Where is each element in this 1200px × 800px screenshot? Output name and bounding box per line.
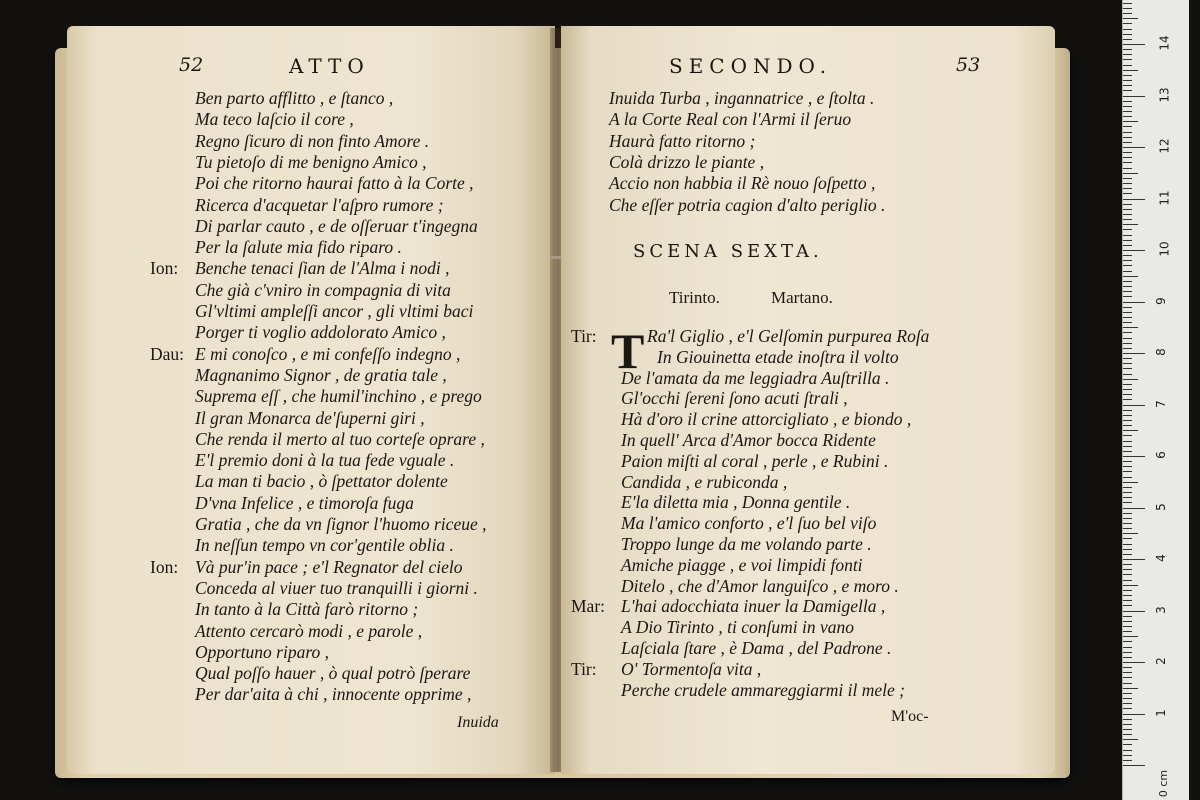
ruler-tick	[1123, 353, 1145, 354]
verse-line: Opportuno riparo ,	[195, 641, 330, 662]
verse-line: Và pur'in pace ; e'l Regnator del cielo	[195, 556, 463, 577]
ruler-tick	[1123, 533, 1138, 534]
ruler-tick	[1123, 688, 1138, 689]
ruler-tick	[1123, 518, 1132, 519]
ruler-tick	[1123, 703, 1132, 704]
ruler-tick	[1123, 580, 1132, 581]
ruler-tick	[1123, 734, 1132, 735]
ruler-tick	[1123, 616, 1132, 617]
ruler-tick	[1123, 492, 1132, 493]
ruler-tick	[1123, 245, 1132, 246]
verse-line: Di parlar cauto , e de oſſeruar t'ingegna	[195, 215, 478, 236]
ruler-tick	[1123, 255, 1132, 256]
ruler-tick	[1123, 137, 1132, 138]
right-running-head: SECONDO.	[669, 54, 833, 78]
ruler-tick	[1123, 600, 1132, 601]
ruler-tick	[1123, 384, 1132, 385]
ruler-tick	[1123, 3, 1132, 4]
ruler-tick	[1123, 569, 1132, 570]
ruler-tick	[1123, 65, 1132, 66]
verse-line: Il gran Monarca de'ſuperni giri ,	[195, 407, 425, 428]
ruler-tick	[1123, 513, 1132, 514]
ruler-tick	[1123, 554, 1132, 555]
ruler-tick	[1123, 621, 1132, 622]
ruler-number: 3	[1153, 605, 1168, 614]
ruler-tick	[1123, 302, 1145, 303]
ruler-tick	[1123, 430, 1138, 431]
ruler-tick	[1123, 714, 1145, 715]
ruler-tick	[1123, 229, 1132, 230]
verse-line: Che eſſer potria cagion d'alto periglio .	[609, 194, 886, 215]
right-page-number: 53	[956, 54, 981, 76]
verse-line: D'vna Infelice , e timoroſa fuga	[195, 492, 414, 513]
verse-line: Ben parto afflitto , e ſtanco ,	[195, 88, 394, 108]
ruler-tick	[1123, 538, 1132, 539]
ruler-tick	[1123, 271, 1132, 272]
ruler-tick	[1123, 739, 1138, 740]
ruler-tick	[1123, 399, 1132, 400]
left-page-number: 52	[179, 54, 204, 76]
ruler-tick	[1123, 235, 1132, 236]
ruler-tick	[1123, 508, 1145, 509]
ruler-tick	[1123, 132, 1132, 133]
ruler-tick	[1123, 405, 1145, 406]
verse-line: La man ti bacio , ò ſpettator dolente	[195, 471, 448, 492]
ruler-tick	[1123, 338, 1132, 339]
ruler-tick	[1123, 451, 1132, 452]
ruler-tick	[1123, 75, 1132, 76]
ruler-tick	[1123, 281, 1132, 282]
ruler-tick	[1123, 564, 1132, 565]
ruler-tick	[1123, 147, 1145, 148]
ruler-tick	[1123, 204, 1132, 205]
ruler-number: 1	[1153, 708, 1168, 717]
verse-line: Ricerca d'acquetar l'aſpro rumore ;	[195, 194, 444, 215]
verse-line: Amiche piagge , e voi limpidi fonti	[621, 554, 863, 575]
verse-line: In Giouinetta etade inoſtra il volto	[657, 346, 899, 367]
left-running-head: ATTO	[289, 54, 370, 78]
verse-line: Colà drizzo le piante ,	[609, 151, 765, 172]
verse-line: Poi che ritorno haurai fatto à la Corte ,	[195, 173, 474, 194]
ruler-tick	[1123, 497, 1132, 498]
character-tirinto: Tirinto.	[669, 288, 720, 307]
ruler-tick	[1123, 142, 1132, 143]
open-book	[45, 18, 1075, 780]
ruler-tick	[1123, 162, 1132, 163]
ruler-tick	[1123, 744, 1132, 745]
verse-line: In tanto à la Città farò ritorno ;	[195, 599, 419, 620]
ruler-tick	[1123, 13, 1132, 14]
ruler-tick	[1123, 626, 1132, 627]
speaker-label: Tir:	[571, 658, 597, 679]
ruler-tick	[1123, 456, 1145, 457]
verse-line: E mi conoſco , e mi confeſſo indegno ,	[195, 343, 461, 364]
verse-line: Ma teco laſcio il core ,	[195, 109, 354, 130]
speaker-label: Tir:	[571, 326, 597, 346]
ruler-tick	[1123, 126, 1132, 127]
ruler-tick	[1123, 461, 1132, 462]
ruler-tick	[1123, 250, 1145, 251]
ruler-tick	[1123, 482, 1138, 483]
verse-line: Tu pietoſo di me benigno Amico ,	[195, 151, 427, 172]
ruler-tick	[1123, 631, 1132, 632]
ruler-tick	[1123, 18, 1138, 19]
ruler-tick	[1123, 585, 1138, 586]
ruler-tick	[1123, 667, 1132, 668]
verse-line: Ra'l Giglio , e'l Gelſomin purpurea Roſa	[647, 326, 930, 346]
ruler-tick	[1123, 435, 1132, 436]
ruler-tick	[1123, 209, 1132, 210]
ruler-tick	[1123, 368, 1132, 369]
verse-line: Paion miſti al coral , perle , e Rubini .	[621, 450, 889, 471]
verse-line: Perche crudele ammareggiarmi il mele ;	[621, 679, 905, 700]
ruler-tick	[1123, 96, 1145, 97]
ruler-number: 5	[1153, 502, 1168, 511]
left-catchword: Inuida	[457, 714, 499, 731]
verse-line: Che già c'vniro in compagnia di vita	[195, 279, 451, 300]
ruler-tick	[1123, 729, 1132, 730]
speaker-label: Ion:	[150, 556, 179, 577]
speaker-label: Dau:	[150, 343, 185, 364]
ruler-number: 13	[1157, 86, 1172, 103]
ruler-tick	[1123, 106, 1132, 107]
ruler-tick	[1123, 750, 1132, 751]
ruler-tick	[1123, 85, 1132, 86]
ruler-tick	[1123, 641, 1132, 642]
verse-line: Per dar'aita à chi , innocente opprime ,	[195, 684, 472, 705]
ruler-tick	[1123, 358, 1132, 359]
ruler-tick	[1123, 760, 1132, 761]
verse-line: Inuida Turba , ingannatrice , e ſtolta .	[609, 88, 875, 108]
ruler-tick	[1123, 90, 1132, 91]
ruler-tick	[1123, 657, 1132, 658]
ruler-tick	[1123, 708, 1132, 709]
verse-line: Porger ti voglio addolorato Amico ,	[195, 322, 446, 343]
ruler-tick	[1123, 683, 1132, 684]
ruler-tick	[1123, 394, 1132, 395]
speaker-label: Mar:	[571, 596, 606, 617]
verse-line: Magnanimo Signor , de gratia tale ,	[195, 364, 447, 385]
character-martano: Martano.	[771, 288, 833, 307]
ruler-tick	[1123, 29, 1132, 30]
ruler-tick	[1123, 54, 1132, 55]
ruler-number: 6	[1153, 451, 1168, 459]
ruler-tick	[1123, 363, 1132, 364]
verse-line: Gratia , che da vn ſignor l'huomo riceue ,	[195, 514, 487, 534]
ruler-tick	[1123, 348, 1132, 349]
ruler-number: 8	[1153, 348, 1168, 356]
ruler-tick	[1123, 70, 1138, 71]
ruler-tick	[1123, 672, 1132, 673]
ruler-tick	[1123, 111, 1132, 112]
ruler-number: 14	[1157, 35, 1172, 51]
ruler-tick	[1123, 59, 1132, 60]
ruler-tick	[1123, 49, 1132, 50]
ruler-tick	[1123, 487, 1132, 488]
ruler-tick	[1123, 317, 1132, 318]
verse-line: De l'amata da me leggiadra Auſtrilla .	[621, 367, 890, 388]
verse-line: Gl'occhi ſereni ſono acuti ſtrali ,	[621, 388, 848, 409]
ruler-tick	[1123, 693, 1132, 694]
ruler-tick	[1123, 415, 1132, 416]
verse-line: A Dio Tirinto , ti conſumi in vano	[621, 617, 855, 638]
ruler-number: 7	[1153, 399, 1168, 408]
ruler-tick	[1123, 466, 1132, 467]
ruler-tick	[1123, 101, 1132, 102]
verse-line: A la Corte Real con l'Armi il ſeruo	[609, 109, 852, 130]
ruler-tick	[1123, 121, 1138, 122]
ruler-tick	[1123, 698, 1132, 699]
ruler-tick	[1123, 590, 1132, 591]
verse-line: Per la ſalute mia fido riparo .	[195, 237, 402, 258]
ruler-tick	[1123, 544, 1132, 545]
ruler-tick	[1123, 168, 1132, 169]
ruler-number: 10	[1157, 241, 1172, 257]
ruler-tick	[1123, 312, 1132, 313]
ruler-tick	[1123, 379, 1138, 380]
ruler-tick	[1123, 193, 1132, 194]
ruler-tick	[1123, 240, 1132, 241]
verse-line: In quell' Arca d'Amor bocca Ridente	[621, 430, 876, 450]
ruler-tick	[1123, 420, 1132, 421]
verse-line: Ma l'amico conforto , e'l ſuo bel viſo	[621, 513, 877, 534]
speaker-label: Ion:	[150, 258, 179, 279]
verse-line: Suprema eſſ , che humil'inchino , e prego	[195, 386, 482, 407]
ruler-tick	[1123, 502, 1132, 503]
ruler-tick	[1123, 611, 1145, 612]
ruler-tick	[1123, 39, 1132, 40]
ruler-tick	[1123, 178, 1132, 179]
ruler-tick	[1123, 80, 1132, 81]
ruler-tick	[1123, 662, 1145, 663]
ruler-tick	[1123, 199, 1145, 200]
ruler-tick	[1123, 647, 1132, 648]
ruler-tick	[1123, 224, 1138, 225]
ruler-tick	[1123, 265, 1132, 266]
verse-line: Conceda al viuer tuo tranquilli i giorni .	[195, 577, 478, 598]
ruler-tick	[1123, 173, 1138, 174]
ruler-tick	[1123, 595, 1132, 596]
ruler-tick	[1123, 765, 1145, 766]
ruler-tick	[1123, 296, 1132, 297]
verse-line: Hà d'oro il crine attorcigliato , e biondo ,	[621, 409, 912, 430]
ruler-number: 12	[1157, 138, 1172, 154]
verse-line: Qual poſſo hauer , ò qual potrò ſperare	[195, 663, 471, 684]
ruler-tick	[1123, 276, 1138, 277]
ruler-number: 9	[1153, 296, 1168, 305]
ruler-number: 4	[1153, 554, 1168, 562]
ruler-tick	[1123, 574, 1132, 575]
ruler-tick	[1123, 719, 1132, 720]
ruler-tick	[1123, 23, 1132, 24]
verse-line: L'hai adocchiata inuer la Damigella ,	[621, 596, 886, 617]
ruler-tick	[1123, 755, 1132, 756]
ruler-unit-label: 0 cm	[1157, 769, 1171, 798]
verse-line: In neſſun tempo vn cor'gentile oblia .	[195, 535, 454, 556]
ruler-tick	[1123, 652, 1132, 653]
ruler-tick	[1123, 549, 1132, 550]
ruler-tick	[1123, 152, 1132, 153]
ruler-tick	[1123, 441, 1132, 442]
verse-line: Candida , e rubiconda ,	[621, 471, 788, 492]
ruler-tick	[1123, 322, 1132, 323]
ruler-tick	[1123, 724, 1132, 725]
verse-line: Accio non habbia il Rè nouo ſoſpetto ,	[609, 173, 876, 194]
verse-line: Troppo lunge da me volando parte .	[621, 534, 872, 554]
ruler-tick	[1123, 286, 1132, 287]
ruler-tick	[1123, 605, 1132, 606]
ruler-number: 2	[1153, 657, 1168, 665]
ruler-tick	[1123, 214, 1132, 215]
ruler-tick	[1123, 8, 1132, 9]
right-catchword: M'oc-	[891, 708, 929, 725]
verse-line: Ditelo , che d'Amor languiſco , e moro .	[621, 575, 899, 596]
ruler-tick	[1123, 260, 1132, 261]
ruler-tick	[1123, 677, 1132, 678]
scene-title: SCENA SEXTA.	[633, 241, 823, 262]
ruler-tick	[1123, 446, 1132, 447]
verse-line: Regno ſicuro di non finto Amore .	[195, 130, 430, 151]
verse-line: Che renda il merto al tuo corteſe oprare ,	[195, 428, 485, 449]
ruler-tick	[1123, 219, 1132, 220]
ruler-tick	[1123, 374, 1132, 375]
ruler-tick	[1123, 343, 1132, 344]
left-page	[67, 26, 555, 774]
ruler-tick	[1123, 523, 1132, 524]
ruler-tick	[1123, 307, 1132, 308]
verse-line: O' Tormentoſa vita ,	[621, 658, 762, 679]
ruler-tick	[1123, 410, 1132, 411]
ruler-tick	[1123, 528, 1132, 529]
verse-line: Haurà fatto ritorno ;	[609, 130, 756, 151]
drop-cap: T	[611, 323, 645, 379]
verse-line: Gl'vltimi ampleſſi ancor , gli vltimi baci	[195, 301, 474, 321]
ruler-tick	[1123, 559, 1145, 560]
verse-line: E'la diletta mia , Donna gentile .	[621, 492, 851, 513]
ruler-tick	[1123, 389, 1132, 390]
ruler-tick	[1123, 116, 1132, 117]
verse-line: Laſciala ſtare , è Dama , del Padrone .	[621, 638, 892, 658]
ruler-number: 11	[1157, 189, 1172, 206]
verse-line: E'l premio doni à la tua fede vguale .	[195, 450, 455, 471]
ruler-tick	[1123, 471, 1132, 472]
ruler-tick	[1123, 636, 1138, 637]
ruler-tick	[1123, 477, 1132, 478]
ruler-tick	[1123, 44, 1145, 45]
ruler-tick	[1123, 327, 1138, 328]
verse-line: Benche tenaci ſian de l'Alma i nodi ,	[195, 258, 450, 279]
ruler-tick	[1123, 291, 1132, 292]
ruler-tick	[1123, 183, 1132, 184]
ruler-tick	[1123, 425, 1132, 426]
ruler-tick	[1123, 34, 1132, 35]
ruler-tick	[1123, 188, 1132, 189]
right-page	[561, 26, 1055, 774]
verse-line: Attento cercarò modi , e parole ,	[195, 620, 423, 641]
measurement-ruler	[1122, 0, 1189, 800]
ruler-tick	[1123, 157, 1132, 158]
ruler-tick	[1123, 332, 1132, 333]
